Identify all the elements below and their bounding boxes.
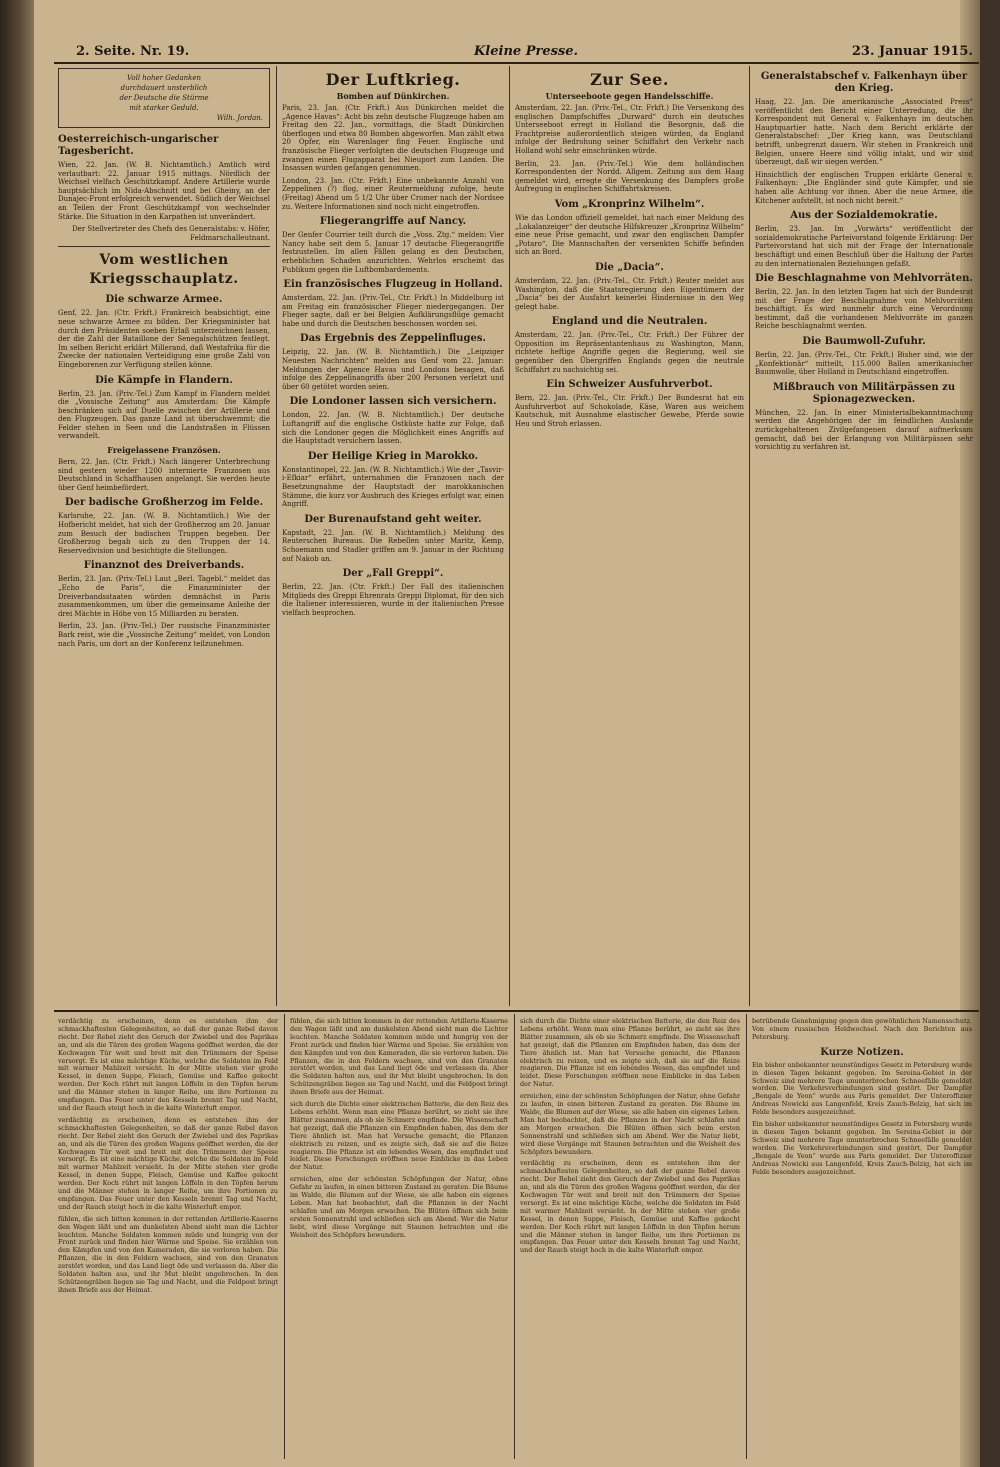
headline-buren: Der Burenaufstand geht weiter. (304, 513, 482, 525)
headline-see: Zur See. (590, 70, 669, 89)
headline-neutral: England und die Neutralen. (551, 316, 708, 328)
article-body: Berlin, 23. Jan. (Priv.-Tel.) Laut „Berl. Tagebl.“ meldet das „Echo de Paris“, die Finanzminister der Dreiverbandsstaaten würden demnächst in Paris zusammenkommen, um über die gemeinsame Anleihe der drei Mächte in Höhe von 15 Milliarden zu beraten. (58, 575, 270, 618)
headline-baden: Der badische Großherzog im Felde. (64, 497, 264, 509)
headline-austria: Oesterreichisch-ungarischer Tagesbericht. (58, 134, 219, 157)
motto-line: durchdauert unsterblich (120, 84, 208, 92)
column-3 (515, 66, 744, 1006)
article-signature: Der Stellvertreter des Chefs des Generalstabs: v. Höfer, Feldmarschalleutnant. (72, 225, 270, 242)
article-body: Berlin, 22. Jan. In den letzten Tagen hat sich der Bundesrat mit der Frage der Beschlagnahme von Mehlvorräten beschäftigt. Es wird nunmehr durch eine Verordnung bestimmt, daß die vorhandenen Mehlvorräte im ganzen Reiche beschlagnahmt werden. (755, 288, 973, 331)
article-body: Leipzig, 22. Jan. (W. B. Nichtamtlich.) Die „Leipziger Neuesten Nachrichten“ melden aus Genf vom 22. Januar: Meldungen der Agence Havas und Londons besagen, daß infolge des Zeppelinangriffs über 200 Personen verletzt und über 60 getötet worden seien. (282, 348, 504, 391)
feuilleton-column-3 (520, 1018, 740, 1458)
article-body: Ein bisher unbekannter neunstündiges Gesetz in Petersburg wurde in diesen Tagen bekannt gegeben. Im Sereina-Gebiet in der Schweiz sind mehrere Tage ununterbrochen Schneefälle gemeldet worden. Die Verkehrsverbindungen sind gestört. Der Dampfer „Bengale de Yeon“ wurde aus Paris gemeldet. Der Unteroffizier Andreas Nowicki aus Langenfeld, Kreis Zauch-Belzig, hat sich im Felde besonders ausgezeichnet. (752, 1120, 972, 1176)
article-body: Berlin, 23. Jan. (Priv.-Tel.) Wie dem holländischen Korrespondenten der Nordd. Allgem. Zeitung aus dem Haag gemeldet wird, erregte die Versenkung des Dampfers große Aufregung in englischen Schiffahrtskreisen. (515, 159, 744, 194)
motto-line: mit starker Geduld. (129, 104, 199, 112)
column-rule (749, 66, 750, 1006)
feuilleton-text: verdächtig zu erscheinen, denn es entstehen ihm der schmackhaftesten Gelegenheiten, so daß der ganze Rebel davon riecht. Der Rebel zieht den Geruch der Zwiebel und des Paprikas an, und als die Türen des großen Wagens geöffnet werden, die der Kochwagen Tür weit und breit mit den Trümmern der Speise versorgt. Es ist eine mächtige Küche, welche die Soldaten im Feld mit warmer Mahlzeit versieht. In der Mitte stehen vier große Kessel, in denen Suppe, Fleisch, Gemüse und Kaffee gekocht werden. Der Koch rührt mit langen Löffeln in den Töpfen herum und die Männer stehen in langer Reihe, um ihre Portionen zu empfangen. Das Feuer unter den Kesseln brennt Tag und Nacht, und der Rauch steigt hoch in die kalte Winterluft empor. (520, 1159, 740, 1255)
article-body: Karlsruhe, 22. Jan. (W. B. Nichtamtlich.) Wie der Hofbericht meldet, hat sich der Großherzog am 20. Januar zum Besuch der badischen Truppen begeben. Der Großherzog begab sich zu den Truppen der 14. Reservedivision und besichtigte die Stellungen. (58, 512, 270, 555)
article-body: Berlin, 23. Jan. Im „Vorwärts“ veröffentlicht der sozialdemokratische Parteivorstand folgende Erklärung: Der Parteivorstand hat sich mit der Frage der Internationale beschäftigt und einen Beschluß über die Haltung der Partei zu den internationalen Beziehungen gefaßt. (755, 225, 973, 268)
headline-greppi: Der „Fall Greppi“. (342, 568, 444, 580)
column-rule (746, 1014, 747, 1459)
motto-author: Wilh. Jordan. (216, 114, 263, 122)
column-rule (514, 1014, 515, 1459)
headline-uboote: Unterseeboote gegen Handelsschiffe. (545, 91, 714, 101)
article-body: Konstantinopel, 22. Jan. (W. B. Nichtamtlich.) Wie der „Tasvir-i-Efkiar“ erfährt, unternahmen die Franzosen nach der Besetzungnahme der Hauptstadt der marokkanischen Stämme, die kurz vor Ausbruch des Krieges erfolgt war, einen Angriff. (282, 465, 504, 509)
feuilleton-text: erreichen, eine der schönsten Schöpfungen der Natur, ohne Gefahr zu laufen, in einen bitteren Zustand zu geraten. Die Bäume im Walde, die Blumen auf der Wiese, sie alle haben ein eigenes Leben. Man hat beobachtet, daß die Pflanzen in der Nacht schlafen und am Morgen erwachen. Die Blüten öffnen sich beim ersten Sonnenstrahl und schließen sich am Abend. Wer die Natur liebt, wird diese Vorgänge mit Staunen betrachten und die Weisheit des Schöpfers bewundern. (520, 1092, 740, 1156)
headline-luftkrieg: Der Luftkrieg. (325, 70, 461, 89)
headline-nancy: Fliegerangriffe auf Nancy. (319, 216, 467, 228)
feuilleton-rule (54, 1010, 979, 1012)
headline-falkenhayn: Generalstabschef v. Falkenhayn über den Krieg. (760, 71, 968, 94)
column-rule (284, 1014, 285, 1459)
headline-baumwolle: Die Baumwoll-Zufuhr. (802, 336, 926, 348)
feuilleton-column-1 (58, 1018, 278, 1458)
newspaper-page (34, 0, 980, 1467)
feuilleton-text: betrübende Genehmigung gegen den gewöhnlichen Namensschutz. Von einem russischen Heldwochsel. Nach den Berichten aus Petersburg. (752, 1018, 972, 1041)
feuilleton-text: verdächtig zu erscheinen, denn es entstehen ihm der schmackhaftesten Gelegenheiten, so daß der ganze Rebel davon riecht. Der Rebel zieht den Geruch der Zwiebel und des Paprikas an, und als die Türen des großen Wagens geöffnet werden, die der Kochwagen Tür weit und breit mit den Trümmern der Speise versorgt. Es ist eine mächtige Küche, welche die Soldaten im Feld mit warmer Mahlzeit versieht. In der Mitte stehen vier große Kessel, in denen Suppe, Fleisch, Gemüse und Kaffee gekocht werden. Der Koch rührt mit langen Löffeln in den Töpfen herum und die Männer stehen in langer Reihe, um ihre Portionen zu empfangen. Das Feuer unter den Kesseln brennt Tag und Nacht, und der Rauch steigt hoch in die kalte Winterluft empor. (58, 1018, 278, 1112)
article-body: Paris, 23. Jan. (Ctr. Frkft.) Aus Dünkirchen meldet die „Agence Havas“: Acht bis zehn deutsche Flugzeuge haben am Freitag den 22. Jan., vormittags, die Stadt Dünkirchen überflogen und etwa 80 Bomben abgeworfen. Man zählt etwa 20 Opfer, ein Warenlager fing Feuer. Englische und französische Flieger verfolgten die deutschen Flugzeuge und zwangen einen Flugapparat bei Nieuport zum Landen. Die Insassen wurden gefangen genommen. (282, 104, 504, 173)
article-body: Berlin, 22. Jan. (Priv.-Tel., Ctr. Frkft.) Bisher sind, wie der „Konfektionär“ mitteilt, 115.000 Ballen amerikanischer Baumwolle, über Holland in Deutschland eingetroffen. (755, 351, 973, 377)
article-body: Amsterdam, 22. Jan. (Priv.-Tel., Ctr. Frkft.) In Middelburg ist am Freitag ein französischer Flieger niedergegangen. Der Flieger sagte, daß er bei Belgien Aufklärungsflüge gemacht habe und durch die Deutschen beschossen worden sei. (282, 294, 504, 328)
binding-edge (0, 0, 34, 1467)
article-body: Bern, 22. Jan. (Ctr. Frkft.) Nach längerer Unterbrechung sind gestern wieder 1200 internierte Franzosen aus Deutschland in Schaffhausen angelangt. Sie werden heute über Genf heimbefördert. (58, 458, 270, 492)
newspaper-title: Kleine Presse. (474, 44, 579, 59)
article-body: Amsterdam, 22. Jan. (Priv.-Tel., Ctr. Frkft.) Der Führer der Opposition im Repräsentantenhaus zu Washington, Mann, richtete heftige Angriffe gegen die Regierung, weil sie gegenüber den Übergriffen Englands gegen die neutrale Schiffahrt zu nachsichtig sei. (515, 331, 744, 374)
article-body: Berlin, 23. Jan. (Priv.-Tel.) Der russische Finanzminister Bark reist, wie die „Vossische Zeitung“ meldet, von London nach Paris, um dort an der Konferenz teilzunehmen. (58, 622, 270, 648)
headline-missbrauch: Mißbrauch von Militärpässen zu Spionagezwecken. (772, 381, 956, 405)
article-body: Berlin, 23. Jan. (Priv.-Tel.) Zum Kampf in Flandern meldet die „Vossische Zeitung“ aus Amsterdam: Die Kämpfe beschränken sich auf Duelle zwischen der Artillerie und den Flugzeugen. Das ganze Land ist überschwemmt; die Felder stehen in Seen und die Landstraßen in Flüssen verwandelt. (58, 389, 270, 441)
article-body: London, 22. Jan. (W. B. Nichtamtlich.) Der deutsche Luftangriff auf die englische Ostküste hatte zur Folge, daß sich die Londoner gegen die Möglichkeit eines Angriffs auf die Hauptstadt versichern lassen. (282, 411, 504, 446)
issue-date: 23. Januar 1915. (851, 44, 973, 59)
article-body: München, 22. Jan. In einer Ministerialbekanntmachung werden die Angehörigen der im feindlichen Auslande zurückgehaltenen Zivilgefangenen darauf aufmerksam gemacht, daß bei der Erlangung von Militärpässen sehr vorsichtig zu verfahren ist. (755, 408, 973, 452)
headline-armee: Die schwarze Armee. (105, 294, 223, 306)
article-body: London, 23. Jan. (Ctr. Frkft.) Eine unbekannte Anzahl von Zeppelinen (?) flog, einer Reutermeldung zufolge, heute (Freitag) Abend um 5 1/2 Uhr über Cromer nach der Nordsee zu. Weitere Informationen sind noch nicht eingetroffen. (282, 176, 504, 211)
motto-line: der Deutsche die Stürme (119, 94, 209, 102)
article-body: Kapstadt, 22. Jan. (W. B. Nichtamtlich.) Meldung des Reuterschen Bureaus. Die Rebellen unter Maritz, Kemp, Schoemann und Stadler griffen am 9. Januar in der Richtung auf Nakob an. (282, 528, 504, 563)
feuilleton-text: sich durch die Dichte einer elektrischen Batterie, die den Reiz des Lebens erhöht. Wenn man eine Pflanze berührt, so zieht sie ihre Blätter zusammen, als ob sie Schmerz empfinde. Die Wissenschaft hat gezeigt, daß die Pflanzen ein Empfinden haben, das dem der Tiere ähnlich ist. Man hat Versuche gemacht, die Pflanzen elektrisch zu reizen, und es zeigte sich, daß sie auf die Reize reagieren. Die Pflanze ist ein lebendes Wesen, das empfindet und leidet. Diese Forschungen eröffnen neue Einblicke in das Leben der Natur. (520, 1018, 740, 1089)
headline-gefangen: Freigelassene Französen. (107, 445, 221, 456)
page-number: 2. Seite. Nr. 19. (76, 44, 190, 59)
article-body: Der Genfer Courrier teilt durch die „Voss. Ztg.“ melden: Vier Nancy habe seit dem 5. Januar 17 deutsche Fliegerangriffe festzustellen. Im allen Fällen gelang es den Deutschen, erheblichen Schaden anzurichten. Wehrlos erscheint das Publikum gegen die Luftbombardements. (282, 231, 504, 274)
feuilleton-text: erreichen, eine der schönsten Schöpfungen der Natur, ohne Gefahr zu laufen, in einen bitteren Zustand zu geraten. Die Bäume im Walde, die Blumen auf der Wiese, sie alle haben ein eigenes Leben. Man hat beobachtet, daß die Pflanzen in der Nacht schlafen und am Morgen erwachen. Die Blüten öffnen sich beim ersten Sonnenstrahl und schließen sich am Abend. Wer die Natur liebt, wird diese Vorgänge mit Staunen betrachten und die Weisheit des Schöpfers bewundern. (290, 1175, 508, 1239)
headline-zeppelin: Das Ergebnis des Zeppelinfluges. (299, 333, 487, 345)
column-1 (58, 66, 270, 1006)
headline-sozial: Aus der Sozialdemokratie. (790, 210, 938, 222)
article-body: Berlin, 22. Jan. (Ctr. Frkft.) Der Fall des italienischen Mitglieds des Greppi Ehrenrats Greppi Diplomat, für den sich die Italiener interessieren, wurde in der italienischen Presse vielfach besprochen. (282, 583, 504, 617)
headline-mehl: Die Beschlagnahme von Mehlvorräten. (755, 273, 973, 285)
article-body: Wien, 22. Jan. (W. B. Nichtamtlich.) Amtlich wird verlautbart: 22. Januar 1915 mittags. Nördlich der Weichsel vielfach Geschützkampf. Andere Artillerie wurde hauptsächlich im Nida-Abschnitt und bei Gheiny, an der Dunajec-Front erfolgreich verwendet. Südlich der Weichsel an Teilen der Front Geschützkampf von wechselnder Stärke. Die Situation in den Karpathen ist unverändert. (58, 161, 270, 221)
motto-line: Voll hoher Gedanken (126, 74, 202, 82)
article-body: Amsterdam, 22. Jan. (Priv.-Tel., Ctr. Frkft.) Reuter meldet aus Washington, daß die Staatsregierung den Eigentümern der „Dacia“ bei der Ausfahrt keinerlei Hindernisse in den Weg gelegt habe. (515, 276, 744, 311)
column-rule (509, 66, 510, 1006)
column-2 (282, 66, 504, 1006)
feuilleton-text: fühlen, die sich bitten kommen in der rettenden Artillerie-Kaserne den Wagen läßt und am dunkelsten Abend sieht man die Lichter leuchten. Manche Soldaten kommen müde und hungrig von der Front zurück und finden hier Wärme und Speise. Sie erzählen von den Kämpfen und von den Kameraden, die sie verloren haben. Die Pflanzen, die in den Feldern wachsen, sind von den Granaten zerstört worden, und das Land liegt öde und verlassen da. Aber die Soldaten halten aus, und ihr Mut bleibt ungebrochen. In den Schützengräben liegen sie Tag und Nacht, und die Feldpost bringt ihnen Briefe aus der Heimat. (58, 1214, 278, 1294)
feuilleton-column-4 (752, 1018, 972, 1458)
headline-finanz: Finanznot des Dreiverbands. (83, 560, 245, 572)
headline-kronprinz: Vom „Kronprinz Wilhelm“. (554, 198, 705, 210)
motto-box (58, 68, 270, 128)
column-4 (755, 66, 973, 1006)
headline-dacia: Die „Dacia“. (595, 261, 664, 273)
page-header (54, 40, 979, 64)
feuilleton-text: verdächtig zu erscheinen, denn es entstehen ihm der schmackhaftesten Gelegenheiten, so daß der ganze Rebel davon riecht. Der Rebel zieht den Geruch der Zwiebel und des Paprikas an, und als die Türen des großen Wagens geöffnet werden, die der Kochwagen Tür weit und breit mit den Trümmern der Speise versorgt. Es ist eine mächtige Küche, welche die Soldaten im Feld mit warmer Mahlzeit versieht. In der Mitte stehen vier große Kessel, in denen Suppe, Fleisch, Gemüse und Kaffee gekocht werden. Der Koch rührt mit langen Löffeln in den Töpfen herum und die Männer stehen in langer Reihe, um ihre Portionen zu empfangen. Das Feuer unter den Kesseln brennt Tag und Nacht, und der Rauch steigt hoch in die kalte Winterluft empor. (58, 1115, 278, 1211)
headline-london: Die Londoner lassen sich versichern. (289, 396, 497, 408)
article-body: Wie das London offiziell gemeldet, hat nach einer Meldung des „Lokalanzeiger“ der deutsche Hilfskreuzer „Kronprinz Wilhelm“ eine neue Prise gemacht, und zwar den englischen Dampfer „Potaro“. Die Mannschaften der versenkten Schiffe befinden sich an Bord. (515, 213, 744, 257)
feuilleton-text: sich durch die Dichte einer elektrischen Batterie, die den Reiz des Lebens erhöht. Wenn man eine Pflanze berührt, so zieht sie ihre Blätter zusammen, als ob sie Schmerz empfinde. Die Wissenschaft hat gezeigt, daß die Pflanzen ein Empfinden haben, das dem der Tiere ähnlich ist. Man hat Versuche gemacht, die Pflanzen elektrisch zu reizen, und es zeigte sich, daß sie auf die Reize reagieren. Die Pflanze ist ein lebendes Wesen, das empfindet und leidet. Diese Forschungen eröffnen neue Einblicke in das Leben der Natur. (290, 1100, 508, 1172)
headline-holland: Ein französisches Flugzeug in Holland. (283, 279, 503, 291)
feuilleton-column-2 (290, 1018, 508, 1458)
headline-flandern: Die Kämpfe in Flandern. (95, 374, 233, 386)
article-body: Ein bisher unbekannter neunstündiges Gesetz in Petersburg wurde in diesen Tagen bekannt gegeben. Im Sereina-Gebiet in der Schweiz sind mehrere Tage ununterbrochen Schneefälle gemeldet worden. Die Verkehrsverbindungen sind gestört. Der Dampfer „Bengale de Yeon“ wurde aus Paris gemeldet. Der Unteroffizier Andreas Nowicki aus Langenfeld, Kreis Zauch-Belzig, hat sich im Felde besonders ausgezeichnet. (752, 1060, 972, 1117)
article-body: Hinsichtlich der englischen Truppen erklärte General v. Falkenhayn: „Die Engländer sind gute Kämpfer, und sie haben alle Achtung vor ihnen. Aber die neue Armee, die Kitchener aufstellt, ist noch nicht bereit.“ (755, 170, 973, 205)
article-body: Haag, 22. Jan. Die amerikanische „Associated Press“ veröffentlicht den Bericht einer Unterredung, die ihr Korrespondent mit General v. Falkenhayn im deutschen Hauptquartier hatte. Nach dem Bericht erklärte der Generalstabschef: „Der Krieg kann, was Deutschland betrifft, unbegrenzt dauern. Wir stehen in Frankreich und Belgien, unsere Heere sind völlig intakt, und wir sind überzeugt, daß wir siegen werden.“ (755, 98, 973, 167)
feuilleton-text: fühlen, die sich bitten kommen in der rettenden Artillerie-Kaserne den Wagen läßt und am dunkelsten Abend sieht man die Lichter leuchten. Manche Soldaten kommen müde und hungrig von der Front zurück und finden hier Wärme und Speise. Sie erzählen von den Kämpfen und von den Kameraden, die sie verloren haben. Die Pflanzen, die in den Feldern wachsen, sind von den Granaten zerstört worden, und das Land liegt öde und verlassen da. Aber die Soldaten halten aus, und ihr Mut bleibt ungebrochen. In den Schützengräben liegen sie Tag und Nacht, und die Feldpost bringt ihnen Briefe aus der Heimat. (290, 1018, 508, 1097)
article-body: Bern, 22. Jan. (Priv.-Tel., Ctr. Frkft.) Der Bundesrat hat ein Ausfuhrverbot auf Schokolade, Käse, Waren aus weichem Kautschuk, mit Ausnahme elastischer Gewebe, Pferde sowie Heu und Stroh erlassen. (515, 394, 744, 429)
headline-marokko: Der Heilige Krieg in Marokko. (307, 450, 479, 462)
headline-west: Vom westlichen Kriegsschauplatz. (89, 252, 239, 288)
headline-dunkirk: Bomben auf Dünkirchen. (336, 91, 450, 101)
headline-schweiz: Ein Schweizer Ausfuhrverbot. (546, 379, 713, 391)
divider (58, 246, 270, 247)
headline-notizen: Kurze Notizen. (820, 1046, 904, 1058)
column-rule (276, 66, 277, 1006)
article-body: Amsterdam, 22. Jan. (Priv.-Tel., Ctr. Frkft.) Die Versenkung des englischen Dampfschiffes „Durward“ durch ein deutsches Unterseeboot erregt in Holland die Besorgnis, daß die Frachtpreise außerordentlich steigen würden, da England infolge der Bedrohung seiner Schiffahrt den Verkehr nach Holland wohl sehr einschränken würde. (515, 104, 744, 155)
article-body: Genf, 22. Jan. (Ctr. Frkft.) Frankreich beabsichtigt, eine neue schwarze Armee zu bilden. Der Kriegsminister hat durch den Präsidenten soeben Erlaß unterzeichnen lassen, der die Zahl der Bataillone der Senegalschützen festlegt. Im selben Bericht erklärt Millerand, daß Westafrika für die Zwecke der nationalen Verteidigung eine große Zahl von Eingeborenen zur Verfügung stellen könne. (58, 309, 270, 369)
